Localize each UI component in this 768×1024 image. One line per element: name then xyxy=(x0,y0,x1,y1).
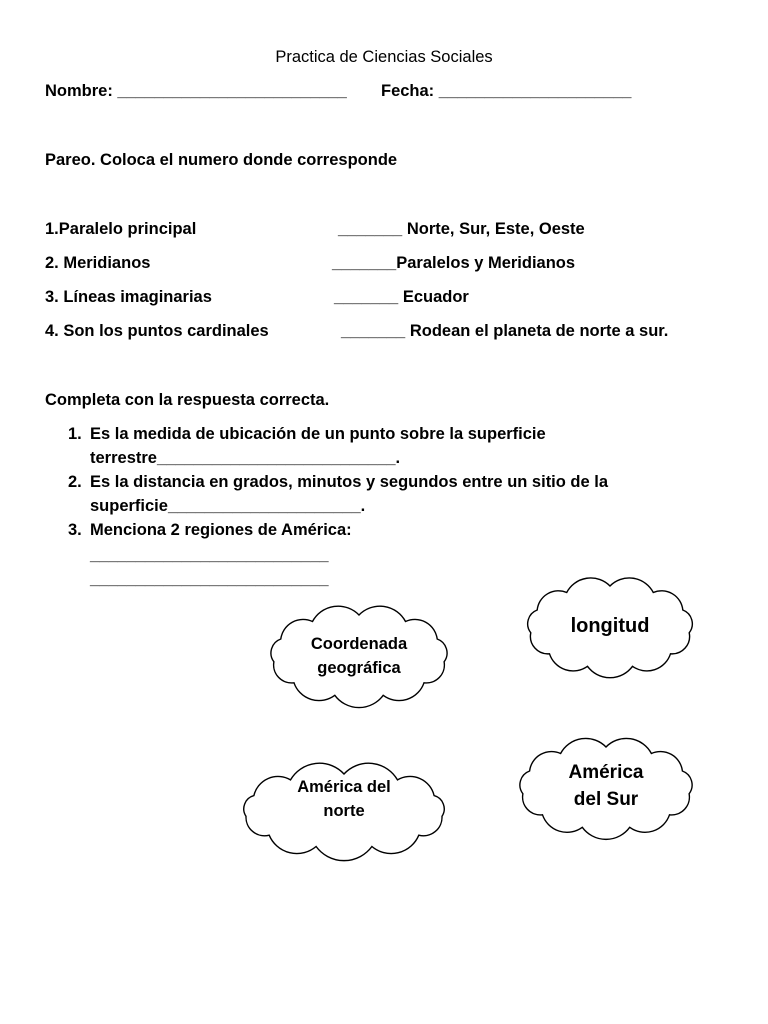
matching-right-item[interactable]: _______ Norte, Sur, Este, Oeste xyxy=(338,220,585,238)
matching-left-item: 1.Paralelo principal xyxy=(45,220,197,238)
matching-right-item[interactable]: _______Paralelos y Meridianos xyxy=(332,254,576,272)
question-answer-line[interactable]: superficie_____________________. xyxy=(90,497,366,515)
question-answer-line[interactable]: __________________________ xyxy=(90,546,329,564)
question-text: Es la distancia en grados, minutos y segundos entre un sitio de la xyxy=(90,473,609,491)
matching-right-item[interactable]: _______ Rodean el planeta de norte a sur. xyxy=(341,322,669,340)
question-answer-line[interactable]: terrestre__________________________. xyxy=(90,449,401,467)
cloud-label: Coordenada xyxy=(310,635,408,653)
question-number: 2. xyxy=(68,473,82,491)
cloud-label: América xyxy=(568,762,644,783)
question-number: 1. xyxy=(68,425,82,443)
matching-right-item[interactable]: _______ Ecuador xyxy=(334,288,469,306)
date-field[interactable]: Fecha: _____________________ xyxy=(381,82,632,100)
question-number: 3. xyxy=(68,521,82,539)
question-answer-line[interactable]: __________________________ xyxy=(90,570,329,588)
matching-instruction: Pareo. Coloca el numero donde corresponde xyxy=(45,151,398,169)
cloud-label: longitud xyxy=(570,615,650,637)
cloud-label: norte xyxy=(323,802,365,820)
cloud-label: América del xyxy=(297,778,391,796)
cloud-label: del Sur xyxy=(573,789,639,810)
matching-left-item: 2. Meridianos xyxy=(45,254,151,272)
word-bank-cloud xyxy=(512,737,700,839)
completion-instruction: Completa con la respuesta correcta. xyxy=(45,391,330,409)
page-title: Practica de Ciencias Sociales xyxy=(275,48,493,66)
word-bank-cloud xyxy=(235,764,453,858)
matching-left-item: 4. Son los puntos cardinales xyxy=(45,322,269,340)
word-bank-cloud xyxy=(263,605,455,707)
name-field[interactable]: Nombre: _________________________ xyxy=(45,82,347,100)
question-text: Es la medida de ubicación de un punto sobre la superficie xyxy=(90,425,546,443)
matching-left-item: 3. Líneas imaginarias xyxy=(45,288,212,306)
question-text: Menciona 2 regiones de América: xyxy=(90,521,352,539)
cloud-label: geográfica xyxy=(317,659,401,677)
word-bank-cloud xyxy=(520,576,700,678)
